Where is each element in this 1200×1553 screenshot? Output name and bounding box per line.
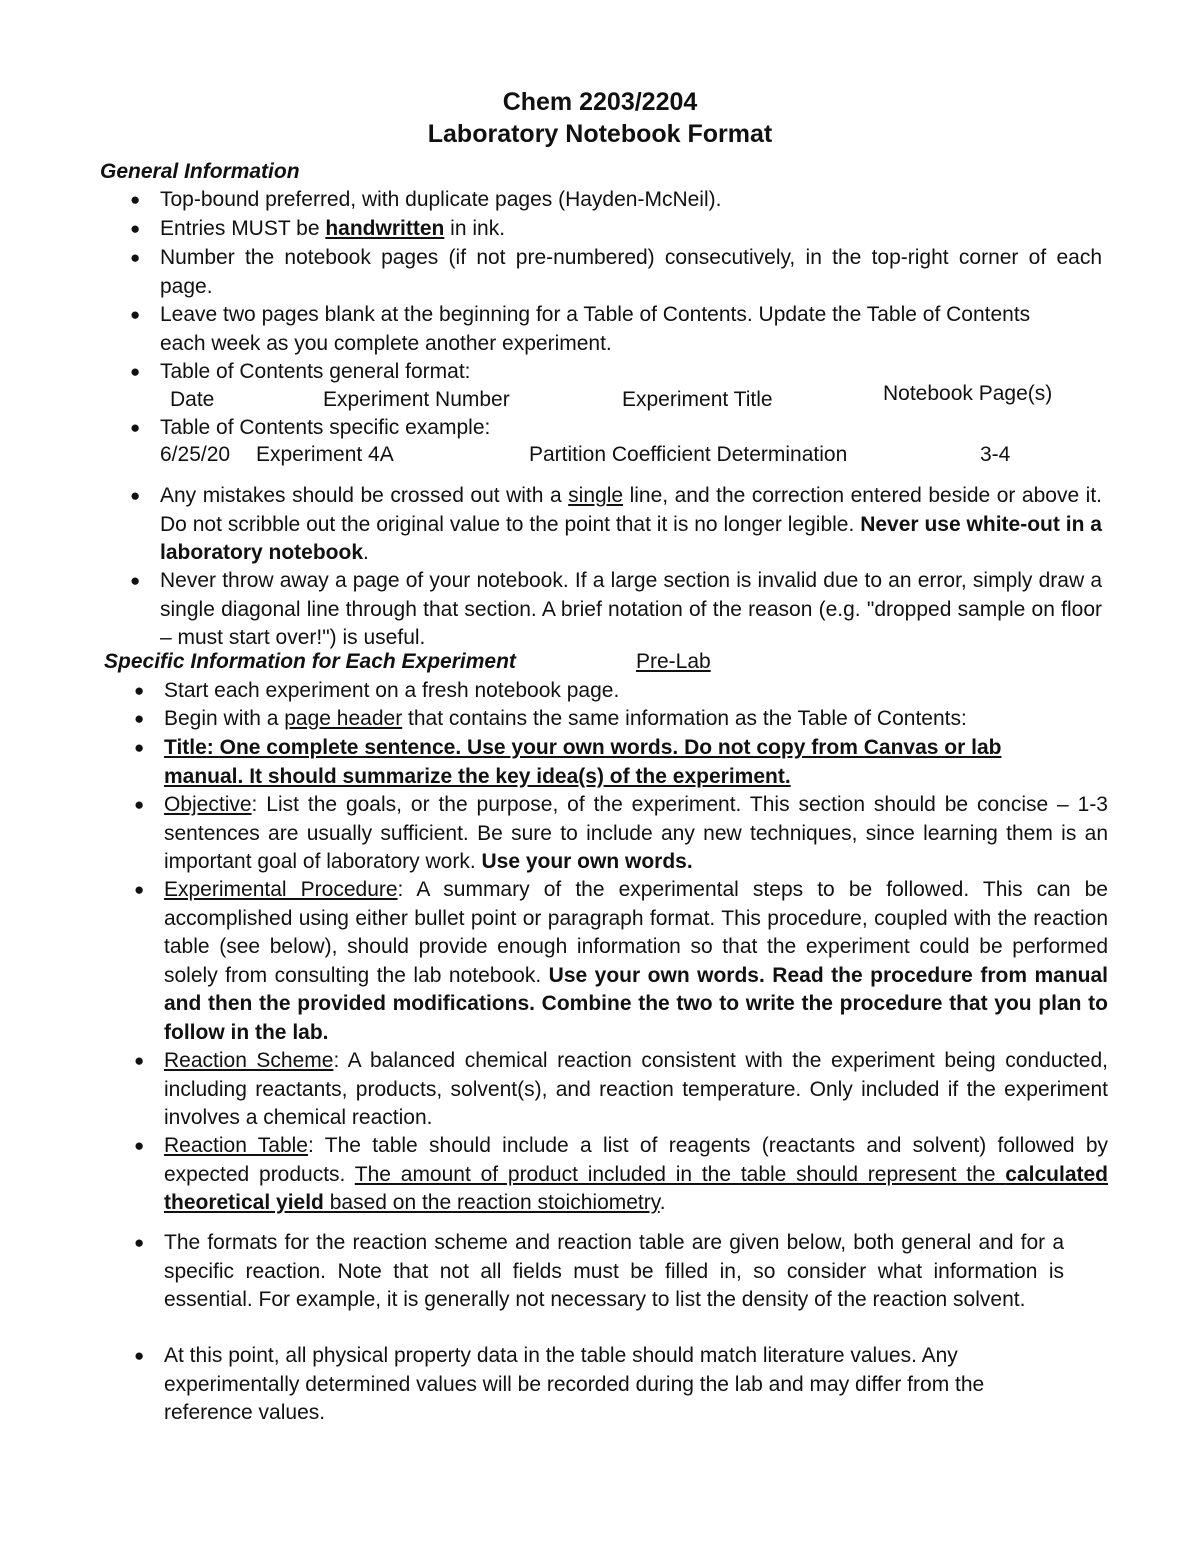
bullet-icon: ● <box>134 738 145 757</box>
single-emphasis: single <box>568 484 624 507</box>
objective-label: Objective <box>164 793 252 816</box>
item-text: Never throw away a page of your notebook. If a large section is invalid due to an error, simply draw a single diagonal line through that section. A brief notation of the reason (e.g. "dropped sample on floor – must start over!") is useful. <box>160 569 1102 649</box>
item-text: Experimental Procedure: A summary of the experimental steps to be followed. This can be accomplished using either bullet point or paragraph format. This procedure, coupled with the reaction table (see below), should provide enough information so that the experiment could be performed solely from consulting the lab notebook. Use your own words. Read the procedure from manual and then the provided modifications. Combine the two to write the procedure that you plan to follow in the lab. <box>164 878 1108 1044</box>
item-text: Leave two pages blank at the beginning for a Table of Contents. Update the Table of Contents each week as you complete another experiment. <box>160 303 1031 355</box>
bullet-icon: ● <box>130 362 141 381</box>
item-text: The formats for the reaction scheme and reaction table are given below, both general and for a specific reaction. Note that not all fields must be filled in, so consider what information is essential. For example, it is generally not necessary to list the density of the reaction solvent. <box>164 1231 1064 1311</box>
toc-example-experiment-title: Partition Coefficient Determination <box>529 443 848 466</box>
specific-info-heading: Specific Information for Each Experiment <box>104 650 516 673</box>
bullet-icon: ● <box>130 571 141 590</box>
item-text: Number the notebook pages (if not pre-numbered) consecutively, in the top-right corner of each page. <box>160 246 1102 298</box>
item-text: Table of Contents specific example: <box>160 416 491 439</box>
toc-example-date: 6/25/20 <box>160 443 231 466</box>
toc-format-notebook-pages: Notebook Page(s) <box>883 382 1053 405</box>
toc-example-experiment-number: Experiment 4A <box>256 443 394 466</box>
toc-format-date: Date <box>170 388 215 411</box>
page-title: Laboratory Notebook Format <box>427 120 773 148</box>
item-text: Any mistakes should be crossed out with a single line, and the correction entered beside or above it. Do not scribble out the original value to the point that it is no longer legible. Never use white-out in a laboratory notebook. <box>160 484 1102 564</box>
bullet-icon: ● <box>134 1136 145 1155</box>
title-requirement: Title: One complete sentence. Use your own words. Do not copy from Canvas or lab manual. It should summarize the key idea(s) of the experiment. <box>164 736 1002 788</box>
bullet-icon: ● <box>130 305 141 324</box>
bullet-icon: ● <box>134 709 145 728</box>
item-text: Reaction Scheme: A balanced chemical reaction consistent with the experiment being conducted, including reactants, products, solvent(s), and reaction temperature. Only included if the experiment involves a chemical reaction. <box>164 1049 1108 1129</box>
item-text: Start each experiment on a fresh notebook page. <box>164 679 620 702</box>
bullet-icon: ● <box>134 880 145 899</box>
item-text: At this point, all physical property data in the table should match literature values. Any experimentally determined values will be recorded during the lab and may differ from the reference values. <box>164 1344 985 1424</box>
bullet-icon: ● <box>134 795 145 814</box>
item-text: Entries MUST be handwritten in ink. <box>160 217 506 240</box>
procedure-label: Experimental Procedure <box>164 878 398 901</box>
bullet-icon: ● <box>130 248 141 267</box>
toc-format-experiment-number: Experiment Number <box>323 388 510 411</box>
page-header-term: page header <box>284 707 403 730</box>
bullet-icon: ● <box>130 219 141 238</box>
bullet-icon: ● <box>130 486 141 505</box>
prelab-label: Pre-Lab <box>636 650 711 673</box>
bullet-icon: ● <box>134 1233 145 1252</box>
toc-example-pages: 3-4 <box>980 443 1011 466</box>
bullet-icon: ● <box>134 1051 145 1070</box>
handwritten-emphasis: handwritten <box>325 217 445 240</box>
reaction-scheme-label: Reaction Scheme <box>164 1049 334 1072</box>
toc-format-experiment-title: Experiment Title <box>622 388 773 411</box>
item-text: Top-bound preferred, with duplicate pages (Hayden-McNeil). <box>160 188 722 211</box>
white-out-warning: Never use white-out in a laboratory notebook <box>160 512 1102 564</box>
course-number: Chem 2203/2204 <box>502 88 698 116</box>
bullet-icon: ● <box>134 1346 145 1365</box>
item-text: Reaction Table: The table should include a list of reagents (reactants and solvent) followed by expected products. The amount of product included in the table should represent the calculated theoretical yield based on the reaction stoichiometry. <box>164 1134 1108 1214</box>
bullet-icon: ● <box>130 418 141 437</box>
item-text: Begin with a page header that contains the same information as the Table of Contents: <box>164 707 967 730</box>
item-text <box>164 734 1054 791</box>
general-info-heading: General Information <box>100 160 300 183</box>
theoretical-yield-term: calculated theoretical yield <box>164 1162 1108 1214</box>
bullet-icon: ● <box>134 681 145 700</box>
item-text: Objective: List the goals, or the purpose, of the experiment. This section should be concise – 1-3 sentences are usually sufficient. Be sure to include any new techniques, since learning them is an important goal of laboratory work. Use your own words. <box>164 793 1108 873</box>
item-text: Table of Contents general format: <box>160 360 471 383</box>
bullet-icon: ● <box>130 190 141 209</box>
reaction-table-label: Reaction Table <box>164 1134 308 1157</box>
